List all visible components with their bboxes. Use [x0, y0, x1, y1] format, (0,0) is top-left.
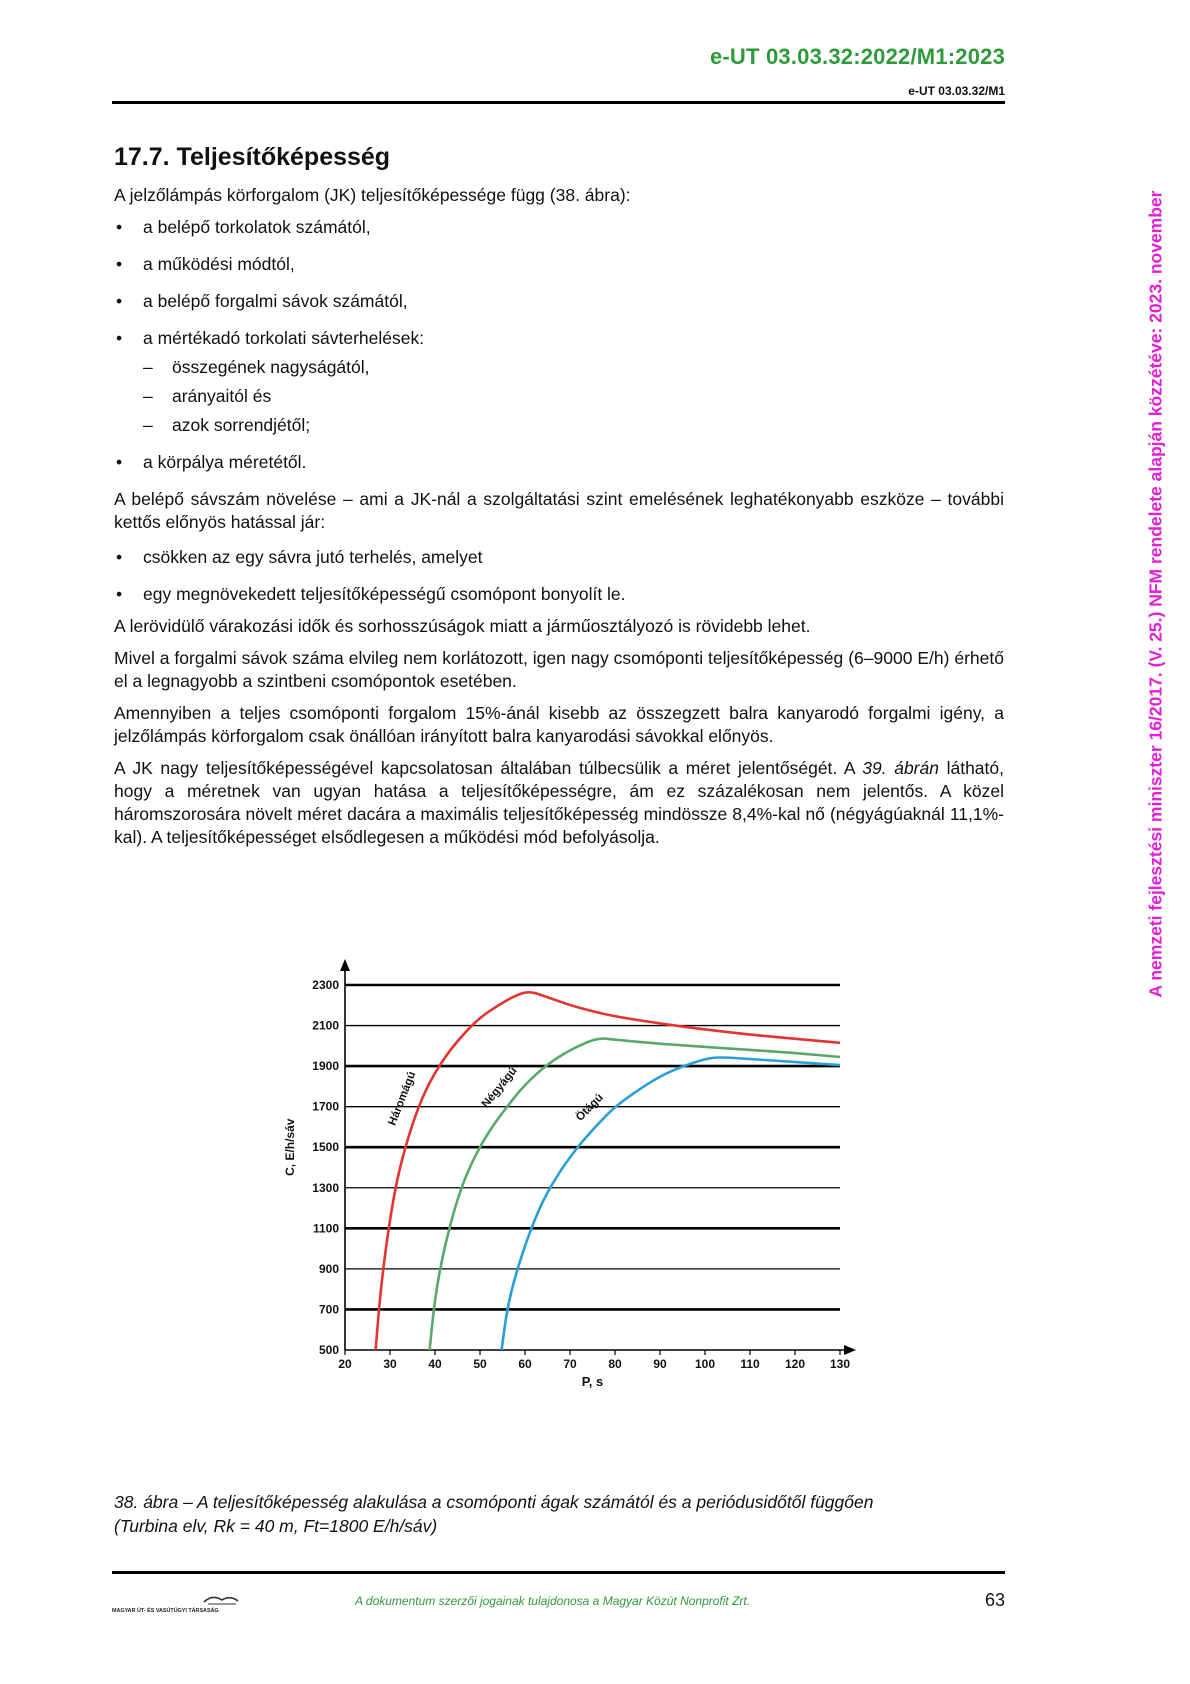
- factor-item: • a belépő forgalmi sávok számától,: [114, 290, 1004, 313]
- header-rule: [112, 101, 1005, 104]
- y-axis-label: C, E/h/sáv: [283, 1118, 297, 1176]
- factor-item: • a belépő torkolatok számától,: [114, 216, 1004, 239]
- paragraph-left-turn: Amennyiben a teljes csomóponti forgalom 15%-ánál kisebb az összegzett balra kanyarodó forgalmi igény, a jelzőlámpás körforgalom csak önállóan irányított balra kanyarodási sávokkal előnyös.: [114, 703, 1004, 746]
- series-line: [502, 1058, 840, 1351]
- factor-item-label: a mértékadó torkolati sávterhelések:: [143, 328, 425, 348]
- publication-side-note: A nemzeti fejlesztési miniszter 16/2017. (V. 25.) NFM rendelete alapján közzétéve: 2023. november: [1145, 190, 1166, 998]
- section-title: 17.7. Teljesítőképesség: [114, 143, 391, 171]
- subfactor-item: – összegének nagyságától,: [143, 356, 1004, 379]
- x-tick-label: 100: [694, 1357, 716, 1371]
- factor-item-with-subitems: [114, 327, 1004, 437]
- factor-item: • a körpálya méretétől.: [114, 451, 1004, 474]
- paragraph-waiting-times: A lerövidülő várakozási idők és sorhosszúságok miatt a járműosztályozó is rövidebb lehet.: [114, 616, 811, 636]
- paragraph-lane-increase: A belépő sávszám növelése – ami a JK-nál a szolgáltatási szint emelésének leghatékonyabb eszköze – további kettős előnyös hatással jár:: [114, 489, 1004, 532]
- page-number: 63: [984, 1590, 1005, 1610]
- intro-paragraph: A jelzőlámpás körforgalom (JK) teljesítőképessége függ (38. ábra):: [114, 185, 631, 205]
- y-tick-label: 2300: [312, 978, 339, 992]
- paragraph-size-effect: [114, 757, 1004, 849]
- series-label: Háromágú: [386, 1069, 419, 1128]
- series-line: [376, 992, 840, 1350]
- factor-item: • a működési módtól,: [114, 253, 1004, 276]
- y-tick-label: 1900: [312, 1059, 339, 1074]
- x-tick-label: 30: [383, 1357, 397, 1371]
- x-tick-label: 60: [518, 1357, 532, 1371]
- benefit-item: • csökken az egy sávra jutó terhelés, amelyet: [114, 546, 1004, 569]
- series-line: [430, 1039, 840, 1350]
- series-label: Ötágú: [573, 1091, 606, 1124]
- document-code: e-UT 03.03.32:2022/M1:2023: [709, 44, 1005, 69]
- series-label: Négyágú: [479, 1064, 520, 1111]
- x-tick-label: 50: [473, 1357, 487, 1371]
- x-axis-arrow: [844, 1345, 856, 1355]
- document-subcode: e-UT 03.03.32/M1: [908, 84, 1005, 98]
- y-tick-label: 1700: [312, 1099, 339, 1114]
- y-tick-label: 500: [318, 1343, 339, 1357]
- x-tick-label: 20: [338, 1357, 352, 1371]
- page-content: [114, 142, 1004, 858]
- paragraph-size-effect-a: A JK nagy teljesítőképességével kapcsolatosan általában túlbecsülik a méret jelentőségét. A: [114, 758, 863, 778]
- figure-caption: [114, 1490, 1004, 1538]
- factor-list: [114, 216, 1004, 474]
- x-tick-label: 120: [784, 1357, 806, 1371]
- subfactor-item: – azok sorrendjétől;: [143, 414, 1004, 437]
- y-tick-label: 2100: [312, 1018, 339, 1033]
- y-tick-label: 1500: [312, 1140, 339, 1155]
- figure-caption-line-1: 38. ábra – A teljesítőképesség alakulása a csomóponti ágak számától és a periódusidőtől függően: [114, 1492, 874, 1512]
- figure-reference: 39. ábrán: [862, 758, 939, 778]
- benefit-item: • egy megnövekedett teljesítőképességű csomópont bonyolít le.: [114, 583, 1004, 606]
- paragraph-size-effect-b: látható, hogy a méretnek van ugyan hatása a teljesítőképességre, ám ez százalékosan nem jelentős. A közel háromszorosára növelt méret dacára a maximális teljesítőképesség mindössze 8,4%-kal nő (négyágúaknál 11,1%-kal). A teljesítőképességet elsődlegesen a működési mód befolyásolja.: [114, 758, 1004, 847]
- capacity-chart: [280, 955, 920, 1455]
- y-tick-label: 700: [318, 1302, 339, 1317]
- x-tick-label: 80: [608, 1357, 622, 1371]
- subfactor-item: – arányaitól és: [143, 385, 1004, 408]
- figure-caption-line-2: (Turbina elv, Rk = 40 m, Ft=1800 E/h/sáv): [114, 1516, 438, 1536]
- benefit-list: [114, 546, 1004, 606]
- y-tick-label: 1300: [312, 1180, 339, 1195]
- x-tick-label: 90: [653, 1357, 667, 1371]
- society-logo: [112, 1592, 262, 1616]
- x-tick-label: 110: [740, 1357, 760, 1371]
- subfactor-list: [143, 356, 1004, 437]
- x-axis-label: P, s: [581, 1374, 604, 1389]
- society-logo-text: MAGYAR ÚT- ÉS VASÚTÜGYI TÁRSASÁG: [112, 1608, 219, 1614]
- y-tick-label: 1100: [312, 1221, 339, 1236]
- capacity-chart-svg: [280, 955, 920, 1455]
- x-tick-label: 40: [428, 1357, 442, 1371]
- x-tick-label: 70: [563, 1357, 577, 1371]
- x-tick-label: 130: [829, 1357, 851, 1371]
- y-axis-arrow: [340, 959, 350, 971]
- paragraph-capacity: Mivel a forgalmi sávok száma elvileg nem korlátozott, igen nagy csomóponti teljesítőképesség (6–9000 E/h) érhető el a legnagyobb a szintbeni csomópontok esetében.: [114, 648, 1004, 691]
- copyright-notice: A dokumentum szerzői jogainak tulajdonosa a Magyar Közút Nonprofit Zrt.: [355, 1594, 751, 1608]
- y-tick-label: 900: [318, 1261, 339, 1276]
- footer-rule: [112, 1571, 1005, 1574]
